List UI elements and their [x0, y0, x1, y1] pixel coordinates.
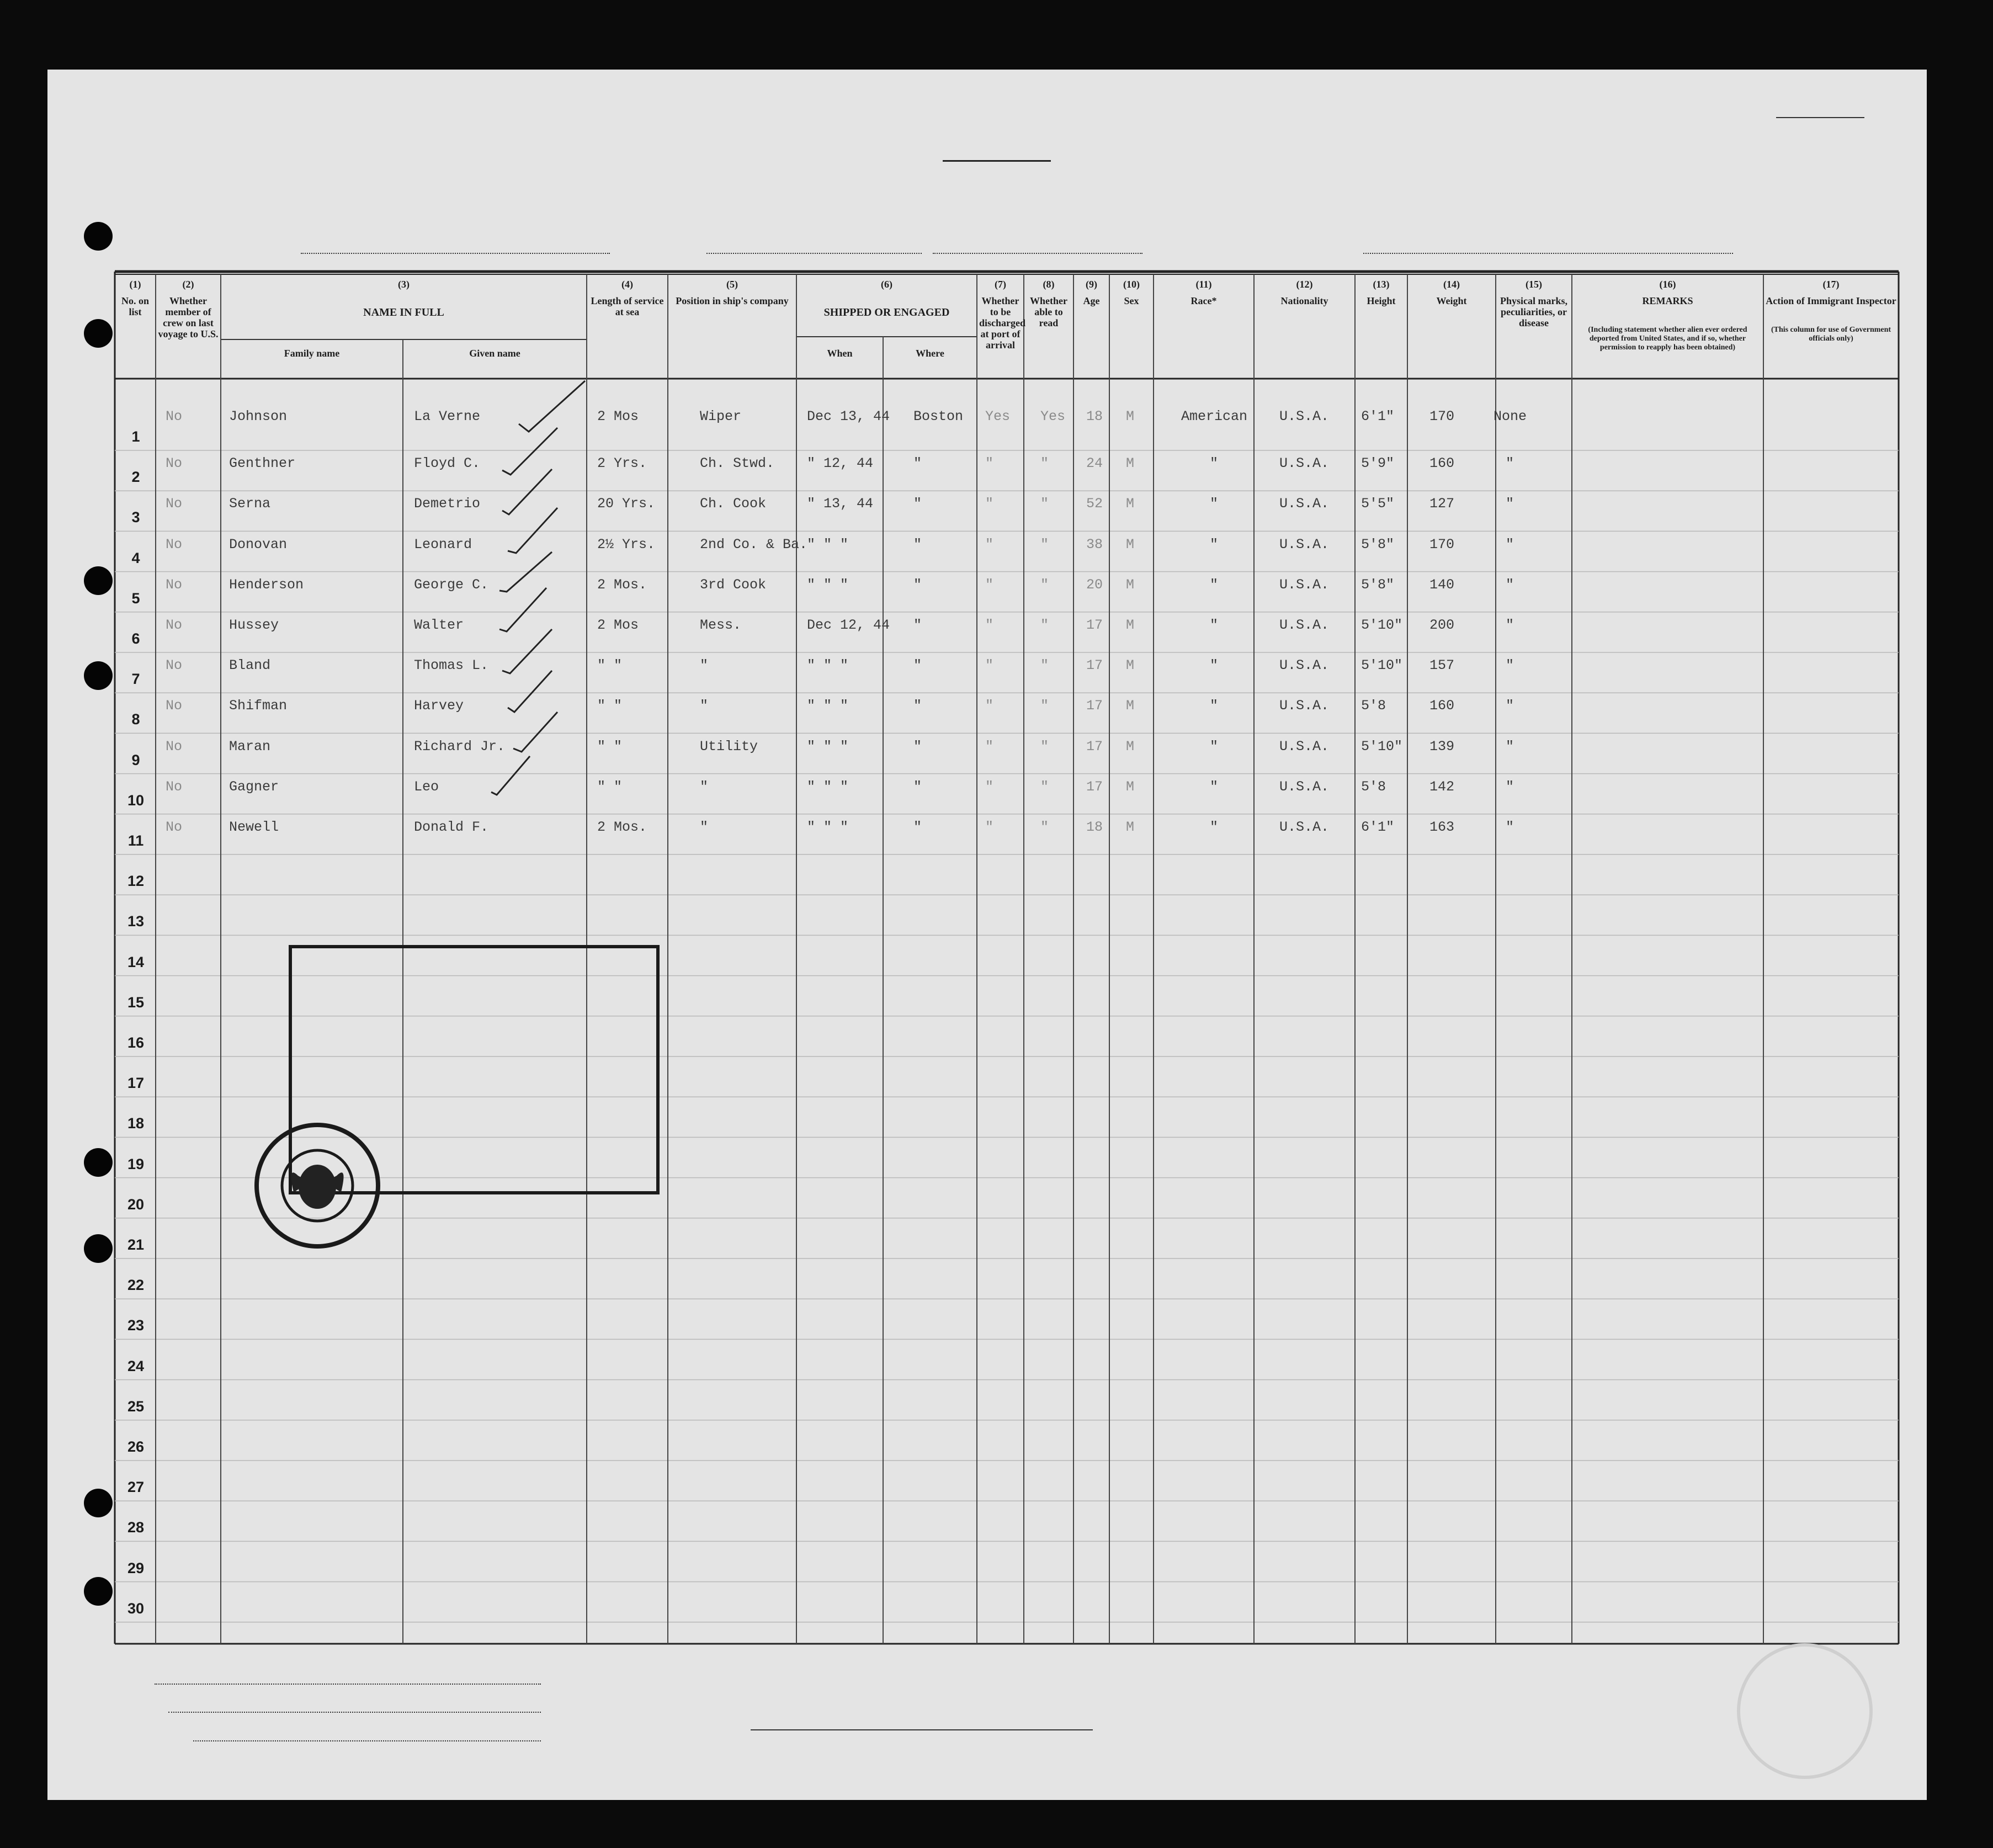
- discharge-status: ": [985, 778, 994, 795]
- column-header: Length of service at sea: [591, 295, 664, 317]
- row-number: 4: [131, 549, 140, 566]
- able-to-read: ": [1040, 576, 1049, 593]
- row-number: 5: [131, 590, 140, 607]
- height: 5'9": [1361, 455, 1395, 472]
- race: ": [1210, 819, 1219, 835]
- discharge-status: ": [985, 536, 994, 553]
- nationality: U.S.A.: [1279, 819, 1330, 835]
- row-number: 1: [131, 428, 140, 445]
- column-number: (2): [182, 279, 194, 290]
- row-number: 8: [131, 711, 140, 728]
- able-to-read: ": [1040, 496, 1049, 512]
- column-header: Sex: [1124, 295, 1139, 306]
- row-number: 18: [127, 1115, 145, 1132]
- column-subheader: Where: [916, 348, 944, 359]
- engaged-where: ": [913, 536, 922, 553]
- previous-voyage: No: [166, 698, 183, 714]
- row-number: 3: [131, 509, 140, 526]
- weight: 157: [1429, 657, 1455, 674]
- physical-marks: ": [1506, 698, 1514, 714]
- weight: 170: [1429, 408, 1455, 424]
- race: American: [1181, 408, 1248, 424]
- inspector-signature-line: [751, 1729, 1093, 1730]
- ship-position: ": [700, 819, 709, 835]
- given-name: La Verne: [414, 408, 481, 424]
- row-number: 2: [131, 469, 140, 486]
- able-to-read: ": [1040, 738, 1049, 755]
- weight: 163: [1429, 819, 1455, 835]
- height: 5'5": [1361, 496, 1395, 512]
- engaged-where: ": [913, 576, 922, 593]
- height: 5'8: [1361, 778, 1386, 795]
- engaged-when: Dec 12, 44: [807, 617, 890, 633]
- weight: 139: [1429, 738, 1455, 755]
- column-header: Whether able to read: [1030, 295, 1067, 328]
- nationality: U.S.A.: [1279, 496, 1330, 512]
- column-number: (8): [1043, 279, 1055, 290]
- column-number: (5): [726, 279, 738, 290]
- engaged-when: " 12, 44: [807, 455, 874, 472]
- family-name: Serna: [229, 496, 271, 512]
- discharge-status: ": [985, 819, 994, 835]
- weight: 170: [1429, 536, 1455, 553]
- nationality: U.S.A.: [1279, 698, 1330, 714]
- nationality: U.S.A.: [1279, 778, 1330, 795]
- engaged-when: " " ": [807, 778, 849, 795]
- row-number: 29: [127, 1559, 145, 1576]
- age: 17: [1086, 698, 1103, 714]
- age: 17: [1086, 617, 1103, 633]
- race: ": [1210, 496, 1219, 512]
- service-length: 20 Yrs.: [597, 496, 656, 512]
- nationality: U.S.A.: [1279, 536, 1330, 553]
- column-subheader: Given name: [469, 348, 520, 359]
- engaged-where: ": [913, 778, 922, 795]
- engaged-when: " " ": [807, 657, 849, 674]
- engaged-where: ": [913, 496, 922, 512]
- service-length: 2½ Yrs.: [597, 536, 656, 553]
- given-name: Walter: [414, 617, 464, 633]
- race: ": [1210, 738, 1219, 755]
- height: 6'1": [1361, 819, 1395, 835]
- weight: 160: [1429, 698, 1455, 714]
- nationality: U.S.A.: [1279, 738, 1330, 755]
- column-header: Weight: [1436, 295, 1467, 306]
- family-name: Henderson: [229, 576, 304, 593]
- column-number: (16): [1659, 279, 1676, 290]
- height: 5'10": [1361, 657, 1403, 674]
- nationality: U.S.A.: [1279, 455, 1330, 472]
- previous-voyage: No: [166, 408, 183, 424]
- sex: M: [1126, 657, 1135, 674]
- column-header: Physical marks, peculiarities, or disease: [1500, 295, 1567, 328]
- ship-position: Wiper: [700, 408, 742, 424]
- race: ": [1210, 455, 1219, 472]
- row-number: 22: [127, 1277, 145, 1294]
- column-header: SHIPPED OR ENGAGED: [823, 306, 950, 318]
- given-name: George C.: [414, 576, 489, 593]
- weight: 127: [1429, 496, 1455, 512]
- age: 20: [1086, 576, 1103, 593]
- service-length: " ": [597, 778, 623, 795]
- row-number: 27: [127, 1479, 145, 1496]
- family-name: Genthner: [229, 455, 296, 472]
- page-ended-stamp: [220, 837, 238, 854]
- previous-voyage: No: [166, 657, 183, 674]
- discharge-status: ": [985, 738, 994, 755]
- column-number: (7): [995, 279, 1006, 290]
- row-number: 13: [127, 913, 145, 930]
- footer-line-field: [155, 1684, 541, 1685]
- age: 38: [1086, 536, 1103, 553]
- sex: M: [1126, 698, 1135, 714]
- previous-voyage: No: [166, 738, 183, 755]
- sex: M: [1126, 408, 1135, 424]
- physical-marks: ": [1506, 496, 1514, 512]
- nationality: U.S.A.: [1279, 408, 1330, 424]
- service-length: 2 Mos.: [597, 576, 647, 593]
- able-to-read: ": [1040, 455, 1049, 472]
- footer-owners-field: [168, 1712, 541, 1713]
- consul-line: [453, 1132, 472, 1146]
- consul-date: [467, 1159, 472, 1183]
- column-number: (3): [398, 279, 410, 290]
- column-header: Action of Immigrant Inspector: [1766, 295, 1896, 306]
- ship-position: Ch. Cook: [700, 496, 767, 512]
- age: 17: [1086, 657, 1103, 674]
- column-header: Height: [1367, 295, 1396, 306]
- race: ": [1210, 576, 1219, 593]
- given-name: Demetrio: [414, 496, 481, 512]
- sex: M: [1126, 617, 1135, 633]
- family-name: Shifman: [229, 698, 288, 714]
- weight: 142: [1429, 778, 1455, 795]
- column-header: No. on list: [121, 295, 149, 317]
- height: 5'8: [1361, 698, 1386, 714]
- sex: M: [1126, 455, 1135, 472]
- ship-position: Mess.: [700, 617, 742, 633]
- consulate-seal: [243, 1115, 392, 1253]
- row-number: 16: [127, 1034, 145, 1051]
- height: 5'10": [1361, 738, 1403, 755]
- row-number: 19: [127, 1155, 145, 1172]
- family-name: Donovan: [229, 536, 288, 553]
- column-header: Nationality: [1280, 295, 1328, 306]
- row-number: 15: [127, 994, 145, 1011]
- row-number: 25: [127, 1398, 145, 1415]
- ship-position: 2nd Co. & Ba.: [700, 536, 808, 553]
- physical-marks: ": [1506, 657, 1514, 674]
- discharge-status: ": [985, 455, 994, 472]
- physical-marks: ": [1506, 819, 1514, 835]
- row-number: 21: [127, 1236, 145, 1253]
- nationality: U.S.A.: [1279, 576, 1330, 593]
- race: ": [1210, 536, 1219, 553]
- engaged-when: " " ": [807, 536, 849, 553]
- given-name: Harvey: [414, 698, 464, 714]
- engaged-where: ": [913, 698, 922, 714]
- physical-marks: ": [1506, 778, 1514, 795]
- service-length: 2 Mos.: [597, 819, 647, 835]
- engaged-when: " " ": [807, 819, 849, 835]
- height: 6'1": [1361, 408, 1395, 424]
- previous-voyage: No: [166, 617, 183, 633]
- column-header: Whether member of crew on last voyage to U.S.: [158, 295, 219, 339]
- previous-voyage: No: [166, 576, 183, 593]
- race: ": [1210, 617, 1219, 633]
- column-number: (17): [1822, 279, 1840, 290]
- family-name: Johnson: [229, 408, 288, 424]
- row-number: 26: [127, 1438, 145, 1455]
- column-header-note: (Including statement whether alien ever ordered deported from United States, and if so, whether permission to reapply has been obtained): [1588, 326, 1747, 352]
- faint-seal-impression: [1711, 1634, 1893, 1788]
- race: ": [1210, 778, 1219, 795]
- column-header: Whether to be discharged at port of arrival: [979, 295, 1026, 351]
- column-header: Age: [1083, 295, 1100, 306]
- previous-voyage: No: [166, 536, 183, 553]
- column-header: NAME IN FULL: [363, 306, 444, 318]
- able-to-read: ": [1040, 819, 1049, 835]
- column-number: (11): [1195, 279, 1212, 290]
- row-number: 20: [127, 1196, 145, 1213]
- row-number: 14: [127, 953, 145, 970]
- row-number: 28: [127, 1519, 145, 1536]
- discharge-status: ": [985, 657, 994, 674]
- sex: M: [1126, 576, 1135, 593]
- engaged-where: ": [913, 819, 922, 835]
- discharge-status: ": [985, 698, 994, 714]
- ship-position: ": [700, 657, 709, 674]
- physical-marks: None: [1494, 408, 1527, 424]
- column-number: (14): [1443, 279, 1460, 290]
- physical-marks: ": [1506, 455, 1514, 472]
- weight: 140: [1429, 576, 1455, 593]
- engaged-when: " " ": [807, 576, 849, 593]
- ship-position: 3rd Cook: [700, 576, 767, 593]
- age: 18: [1086, 408, 1103, 424]
- physical-marks: ": [1506, 536, 1514, 553]
- discharge-status: Yes: [985, 408, 1011, 424]
- height: 5'10": [1361, 617, 1403, 633]
- service-length: " ": [597, 657, 623, 674]
- weight: 160: [1429, 455, 1455, 472]
- physical-marks: ": [1506, 617, 1514, 633]
- age: 24: [1086, 455, 1103, 472]
- height: 5'8": [1361, 576, 1395, 593]
- row-number: 9: [131, 751, 140, 768]
- row-number: 10: [127, 792, 145, 809]
- engaged-when: " " ": [807, 738, 849, 755]
- footer-agents-field: [193, 1740, 541, 1741]
- able-to-read: ": [1040, 617, 1049, 633]
- column-header: Race*: [1191, 295, 1217, 306]
- family-name: Hussey: [229, 617, 279, 633]
- row-number: 7: [131, 671, 140, 688]
- engaged-where: ": [913, 617, 922, 633]
- eagle-emblem-icon: [291, 1165, 344, 1209]
- sex: M: [1126, 778, 1135, 795]
- nationality: U.S.A.: [1279, 617, 1330, 633]
- able-to-read: ": [1040, 698, 1049, 714]
- row-number: 12: [127, 873, 145, 890]
- given-name: Leonard: [414, 536, 472, 553]
- column-header: Position in ship's company: [676, 295, 789, 306]
- sex: M: [1126, 496, 1135, 512]
- column-subheader: Family name: [284, 348, 340, 359]
- discharge-status: ": [985, 617, 994, 633]
- age: 17: [1086, 778, 1103, 795]
- previous-voyage: No: [166, 819, 183, 835]
- column-number: (6): [881, 279, 892, 290]
- column-number: (4): [621, 279, 633, 290]
- age: 17: [1086, 738, 1103, 755]
- family-name: Bland: [229, 657, 271, 674]
- service-length: " ": [597, 698, 623, 714]
- able-to-read: ": [1040, 657, 1049, 674]
- engaged-when: Dec 13, 44: [807, 408, 890, 424]
- ship-position: Utility: [700, 738, 758, 755]
- row-number: 23: [127, 1317, 145, 1334]
- service-length: 2 Mos: [597, 408, 639, 424]
- engaged-where: ": [913, 455, 922, 472]
- engaged-where: ": [913, 657, 922, 674]
- height: 5'8": [1361, 536, 1395, 553]
- engaged-where: ": [913, 738, 922, 755]
- column-subheader: When: [827, 348, 853, 359]
- physical-marks: ": [1506, 738, 1514, 755]
- column-number: (1): [129, 279, 141, 290]
- family-name: Newell: [229, 819, 279, 835]
- column-number: (15): [1526, 279, 1542, 290]
- race: ": [1210, 657, 1219, 674]
- given-name: Richard Jr.: [414, 738, 506, 755]
- given-name: Donald F.: [414, 819, 489, 835]
- ship-position: Ch. Stwd.: [700, 455, 775, 472]
- row-number: 6: [131, 630, 140, 647]
- given-name: Thomas L.: [414, 657, 489, 674]
- sex: M: [1126, 536, 1135, 553]
- column-number: (12): [1296, 279, 1313, 290]
- column-number: (10): [1123, 279, 1140, 290]
- column-header-note: (This column for use of Government officials only): [1771, 326, 1891, 343]
- family-name: Maran: [229, 738, 271, 755]
- previous-voyage: No: [166, 496, 183, 512]
- age: 52: [1086, 496, 1103, 512]
- sex: M: [1126, 738, 1135, 755]
- column-number: (9): [1086, 279, 1097, 290]
- service-length: " ": [597, 738, 623, 755]
- age: 18: [1086, 819, 1103, 835]
- service-length: 2 Mos: [597, 617, 639, 633]
- given-name: Floyd C.: [414, 455, 481, 472]
- engaged-where: Boston: [913, 408, 964, 424]
- race: ": [1210, 698, 1219, 714]
- able-to-read: Yes: [1040, 408, 1066, 424]
- ship-position: ": [700, 698, 709, 714]
- physical-marks: ": [1506, 576, 1514, 593]
- family-name: Gagner: [229, 778, 279, 795]
- able-to-read: ": [1040, 536, 1049, 553]
- previous-voyage: No: [166, 778, 183, 795]
- row-number: 17: [127, 1075, 145, 1092]
- sex: M: [1126, 819, 1135, 835]
- ship-position: ": [700, 778, 709, 795]
- service-length: 2 Yrs.: [597, 455, 647, 472]
- previous-voyage: No: [166, 455, 183, 472]
- row-number: 30: [127, 1600, 145, 1617]
- engaged-when: " 13, 44: [807, 496, 874, 512]
- weight: 200: [1429, 617, 1455, 633]
- nationality: U.S.A.: [1279, 657, 1330, 674]
- row-number: 24: [127, 1357, 145, 1374]
- column-number: (13): [1373, 279, 1390, 290]
- given-name: Leo: [414, 778, 439, 795]
- able-to-read: ": [1040, 778, 1049, 795]
- row-number: 11: [127, 832, 144, 849]
- column-header: REMARKS: [1642, 295, 1693, 306]
- discharge-status: ": [985, 496, 994, 512]
- consulate-stamp-content: [301, 954, 654, 1034]
- engaged-when: " " ": [807, 698, 849, 714]
- discharge-status: ": [985, 576, 994, 593]
